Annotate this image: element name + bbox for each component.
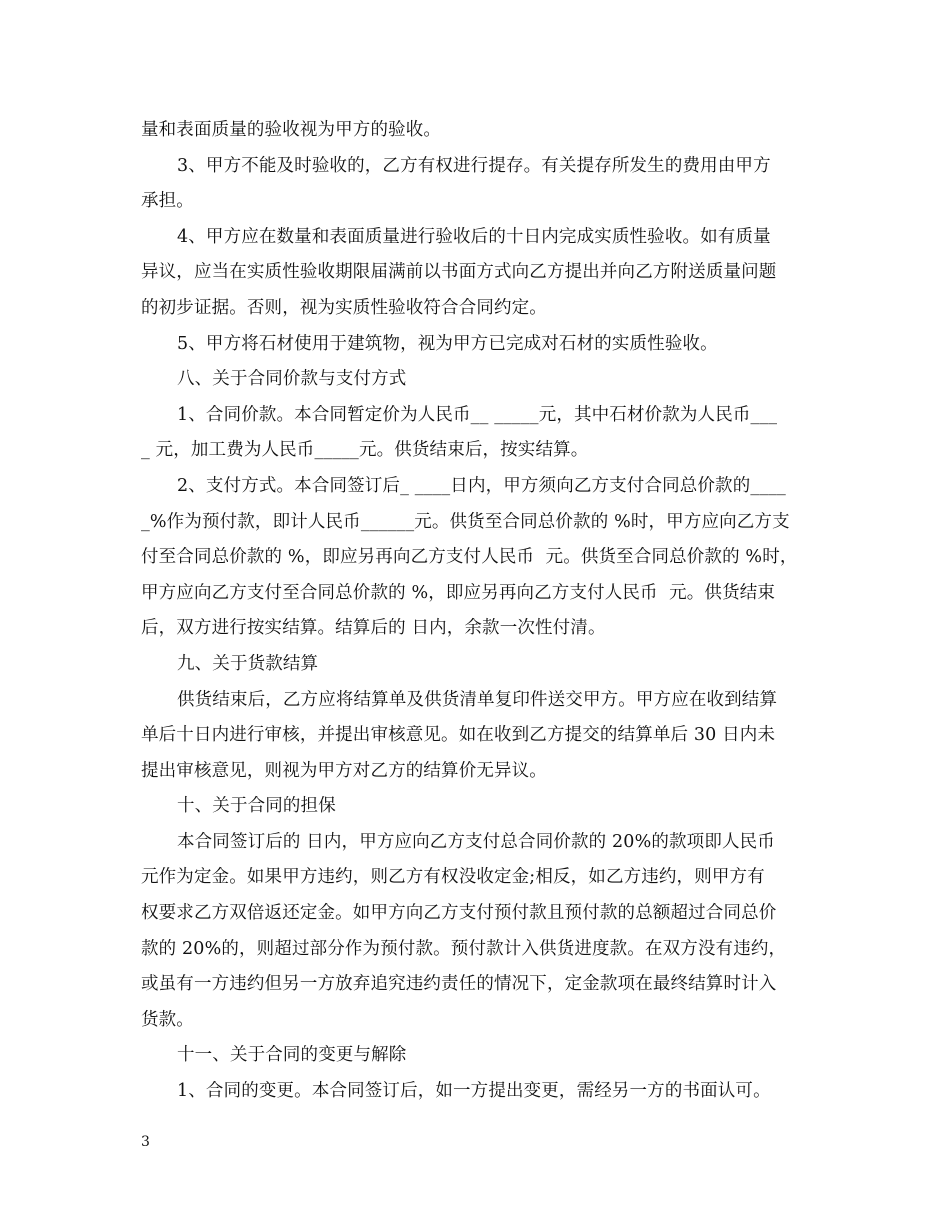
text-line: _ 元，加工费为人民币_____元。供货结束后，按实结算。 (141, 440, 589, 461)
text-line: 量和表面质量的验收视为甲方的验收。 (141, 120, 442, 140)
text-line: 或虽有一方违约但另一方放弃追究违约责任的情况下，定金款项在最终结算时计入 (141, 974, 777, 995)
text-line: 后，双方进行按实结算。结算后的 日内，余款一次性付清。 (141, 618, 606, 639)
text-line: 款的 20%的，则超过部分作为预付款。预付款计入供货进度款。在双方没有违约， (141, 938, 787, 959)
text-line: 供货结束后，乙方应将结算单及供货清单复印件送交甲方。甲方应在收到结算 (177, 689, 778, 710)
text-line: 本合同签订后的 日内，甲方应向乙方支付总合同价款的 20%的款项即人民币 (177, 831, 775, 852)
text-line: 2、支付方式。本合同签订后_ ____日内，甲方须向乙方支付合同总价款的____ (177, 475, 786, 496)
text-line: 承担。 (141, 191, 194, 212)
text-line: 权要求乙方双倍返还定金。如甲方向乙方支付预付款且预付款的总额超过合同总价 (141, 903, 777, 924)
text-line: 4、甲方应在数量和表面质量进行验收后的十日内完成实质性验收。如有质量 (177, 226, 771, 247)
section-heading: 十一、关于合同的变更与解除 (177, 1045, 407, 1066)
text-line: 3、甲方不能及时验收的，乙方有权进行提存。有关提存所发生的费用由甲方 (177, 155, 771, 176)
text-line: 元作为定金。如果甲方违约，则乙方有权没收定金;相反，如乙方违约，则甲方有 (141, 867, 765, 888)
page-number: 3 (141, 1134, 150, 1150)
text-line: 1、合同的变更。本合同签订后，如一方提出变更，需经另一方的书面认可。 (177, 1081, 771, 1102)
text-line: 提出审核意见，则视为甲方对乙方的结算价无异议。 (141, 760, 547, 781)
section-heading: 八、关于合同价款与支付方式 (177, 369, 407, 390)
text-line: 5、甲方将石材使用于建筑物，视为甲方已完成对石材的实质性验收。 (177, 333, 718, 354)
body-text (141, 113, 813, 1110)
text-line: 单后十日内进行审核，并提出审核意见。如在收到乙方提交的结算单后 30 日内未 (141, 725, 776, 746)
text-line: 货款。 (141, 1009, 194, 1030)
text-line: 1、合同价款。本合同暂定价为人民币__ _____元，其中石材价款为人民币___ (177, 404, 778, 425)
section-heading: 十、关于合同的担保 (177, 796, 336, 817)
text-line: 甲方应向乙方支付至合同总价款的 %，即应另再向乙方支付人民币 元。供货结束 (141, 582, 776, 603)
text-line: 异议，应当在实质性验收期限届满前以书面方式向乙方提出并向乙方附送质量问题 (141, 262, 777, 283)
text-line: _%作为预付款，即计人民币______元。供货至合同总价款的 %时，甲方应向乙方支 (141, 511, 790, 532)
text-line: 付至合同总价款的 %，即应另再向乙方支付人民币 元。供货至合同总价款的 %时， (141, 547, 798, 568)
text-line: 的初步证据。否则，视为实质性验收符合合同约定。 (141, 297, 547, 318)
section-heading: 九、关于货款结算 (177, 653, 319, 674)
